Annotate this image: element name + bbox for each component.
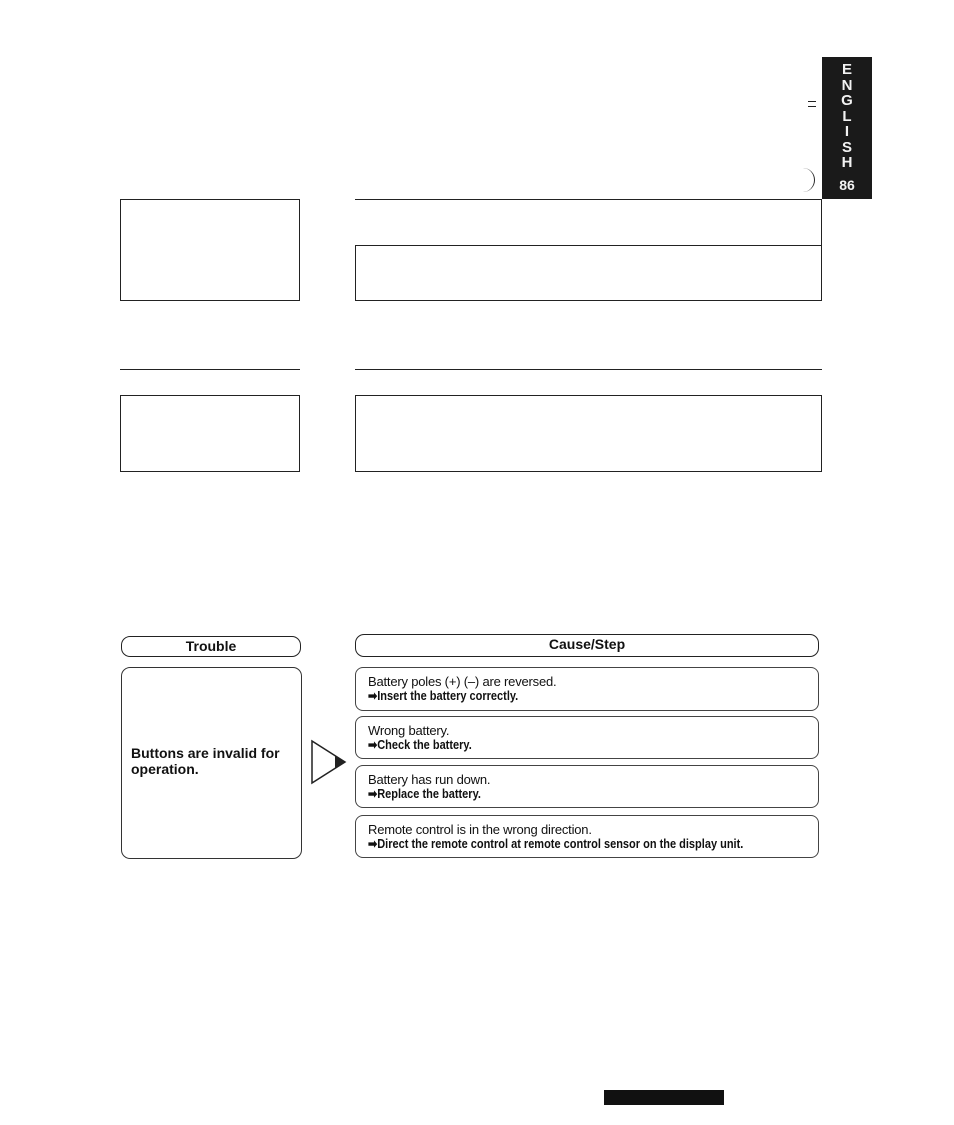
tab-letter: E bbox=[841, 61, 852, 78]
step-text: ➡Insert the battery correctly. bbox=[368, 689, 519, 703]
divider bbox=[355, 199, 822, 200]
tab-letter: S bbox=[841, 138, 852, 156]
divider bbox=[355, 369, 822, 370]
language-tab-label bbox=[830, 62, 864, 171]
trouble-description: Buttons are invalid for operation. bbox=[131, 745, 280, 777]
margin-mark bbox=[808, 101, 816, 107]
tab-letter: N bbox=[841, 76, 853, 94]
cause-step-item bbox=[355, 716, 819, 759]
tab-letter: I bbox=[844, 123, 850, 140]
cause-step-item bbox=[355, 765, 819, 808]
step-text: ➡Direct the remote control at remote control sensor on the display unit. bbox=[368, 837, 744, 851]
cause-step-item bbox=[355, 815, 819, 858]
cause-step-item bbox=[355, 667, 819, 711]
margin-mark bbox=[803, 168, 815, 192]
cause-text: Wrong battery. bbox=[368, 723, 450, 738]
cause-step-header: Cause/Step bbox=[355, 634, 819, 657]
trouble-header: Trouble bbox=[121, 636, 301, 657]
arrow-right-icon bbox=[309, 738, 349, 786]
cause-frame-1-side bbox=[821, 199, 822, 245]
tab-letter: H bbox=[841, 154, 853, 171]
cause-frame-2 bbox=[355, 395, 822, 472]
footer-bar bbox=[604, 1090, 724, 1105]
trouble-frame-1 bbox=[120, 199, 300, 301]
trouble-frame-2 bbox=[120, 395, 300, 472]
divider bbox=[120, 369, 300, 370]
step-text: ➡Replace the battery. bbox=[368, 787, 481, 801]
cause-text: Remote control is in the wrong direction. bbox=[368, 822, 592, 837]
cause-frame-1 bbox=[355, 245, 822, 301]
tab-letter: L bbox=[842, 107, 852, 125]
tab-letter: G bbox=[841, 92, 853, 109]
cause-text: Battery poles (+) (–) are reversed. bbox=[368, 674, 557, 689]
cause-text: Battery has run down. bbox=[368, 772, 491, 787]
page-number: 86 bbox=[839, 177, 855, 193]
step-text: ➡Check the battery. bbox=[368, 738, 472, 752]
